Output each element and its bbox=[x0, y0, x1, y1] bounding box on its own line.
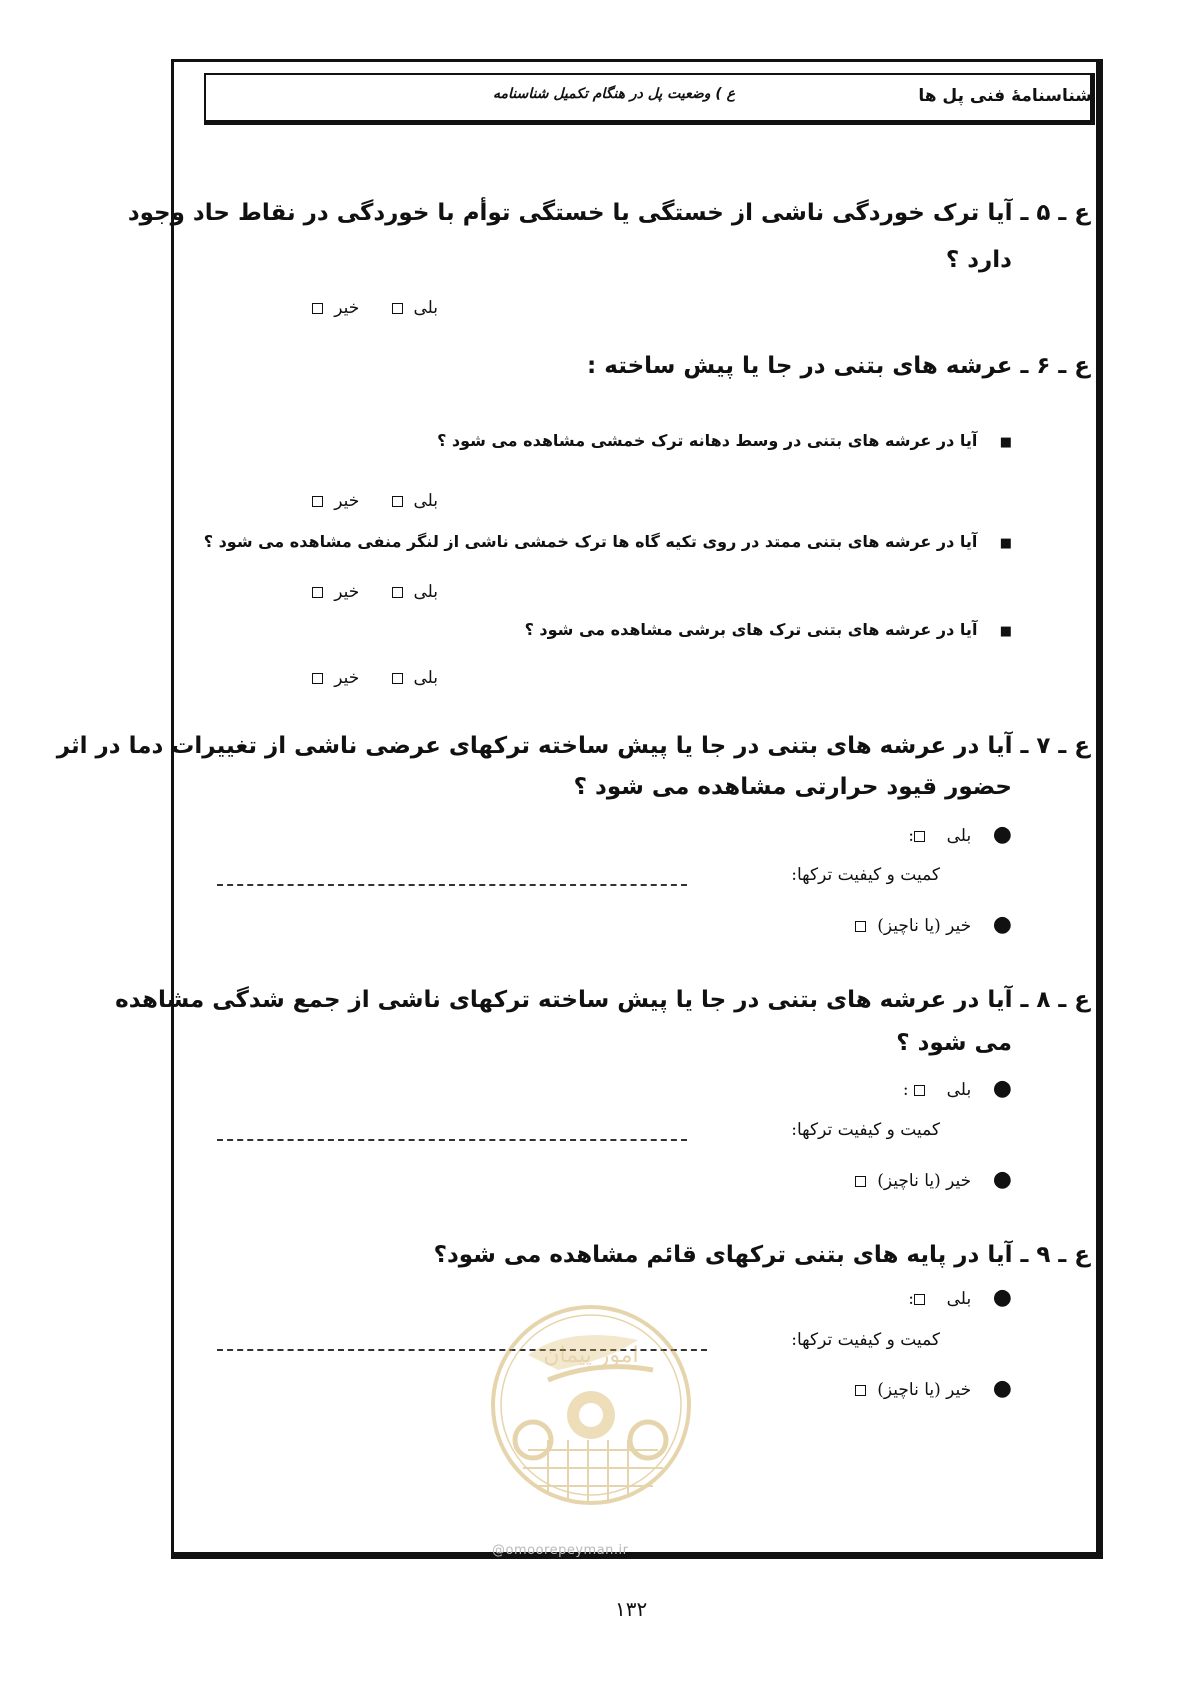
question-9-yes-row: ● بلی : bbox=[908, 1285, 1012, 1310]
question-6-title: ع ـ ۶ ـ عرشه های بتنی در جا یا پیش ساخته : bbox=[587, 353, 1090, 379]
yes-label: بلی bbox=[946, 1289, 972, 1309]
round-bullet-icon: ● bbox=[992, 912, 1012, 937]
question-7-quantity-label: کمیت و کیفیت ترکها: bbox=[791, 865, 940, 885]
yes-checkbox[interactable] bbox=[392, 303, 403, 314]
round-bullet-icon: ● bbox=[992, 822, 1012, 847]
question-7-line-1: ع ـ ۷ ـ آیا در عرشه های بتنی در جا یا پیش ساخته ترکهای عرضی ناشی از تغییرات دما در اثر bbox=[56, 733, 1090, 759]
question-6-item-2-options bbox=[312, 582, 438, 602]
question-8-yes-row: ● بلی : bbox=[902, 1076, 1012, 1101]
question-5-options bbox=[312, 298, 438, 318]
round-bullet-icon: ● bbox=[992, 1167, 1012, 1192]
no-checkbox[interactable] bbox=[855, 1176, 866, 1187]
question-7-answer-line[interactable] bbox=[217, 884, 687, 886]
question-6-item-1-options bbox=[312, 491, 438, 511]
question-5-line-1: ع ـ ۵ ـ آیا ترک خوردگی ناشی از خستگی یا خستگی توأم با خوردگی در نقاط حاد وجود bbox=[127, 200, 1090, 226]
yes-checkbox[interactable] bbox=[914, 831, 925, 842]
question-6-item-3 bbox=[525, 620, 1012, 639]
round-bullet-icon: ● bbox=[992, 1376, 1012, 1401]
question-6-item-1-text: آیا در عرشه های بتنی در وسط دهانه ترک خمشی مشاهده می شود ؟ bbox=[437, 431, 978, 450]
watermark-logo bbox=[488, 1300, 694, 1510]
no-checkbox[interactable] bbox=[312, 303, 323, 314]
question-8-line-2: می شود ؟ bbox=[896, 1030, 1012, 1056]
page-number: ۱۳۲ bbox=[615, 1597, 648, 1621]
watermark-label: @omoorepeyman.ir bbox=[492, 1543, 629, 1558]
question-6-item-3-options bbox=[312, 668, 438, 688]
yes-checkbox[interactable] bbox=[914, 1085, 925, 1096]
question-6-item-3-text: آیا در عرشه های بتنی ترک های برشی مشاهده می شود ؟ bbox=[524, 620, 978, 639]
yes-label: بلی bbox=[413, 491, 438, 511]
document-title: شناسنامۀ فنی پل ها bbox=[918, 86, 1092, 106]
no-checkbox[interactable] bbox=[855, 1385, 866, 1396]
question-6-item-1 bbox=[437, 431, 1012, 450]
no-checkbox[interactable] bbox=[312, 496, 323, 507]
no-label: خیر bbox=[334, 298, 360, 318]
yes-checkbox[interactable] bbox=[392, 496, 403, 507]
yes-checkbox[interactable] bbox=[392, 673, 403, 684]
question-5-line-2: دارد ؟ bbox=[945, 247, 1012, 273]
question-8-quantity-label: کمیت و کیفیت ترکها: bbox=[791, 1120, 940, 1140]
question-9-no-row bbox=[855, 1376, 1012, 1401]
no-negligible-label: خیر (یا ناچیز) bbox=[877, 1380, 972, 1400]
yes-label: بلی bbox=[413, 582, 438, 602]
no-label: خیر bbox=[334, 582, 360, 602]
no-checkbox[interactable] bbox=[855, 921, 866, 932]
square-bullet-icon: ■ bbox=[999, 435, 1012, 450]
yes-checkbox[interactable] bbox=[914, 1294, 925, 1305]
question-9-line-1: ع ـ ۹ ـ آیا در پایه های بتنی ترکهای قائم مشاهده می شود؟ bbox=[433, 1242, 1090, 1268]
square-bullet-icon: ■ bbox=[999, 624, 1012, 639]
yes-label: بلی bbox=[413, 298, 438, 318]
watermark-logo-text: امور پیمان bbox=[543, 1343, 639, 1368]
round-bullet-icon: ● bbox=[992, 1285, 1012, 1310]
question-6-item-2-text: آیا در عرشه های بتنی ممتد در روی تکیه گاه ها ترک خمشی ناشی از لنگر منفی مشاهده می شود ؟ bbox=[203, 532, 978, 551]
question-8-answer-line[interactable] bbox=[217, 1139, 687, 1141]
no-checkbox[interactable] bbox=[312, 673, 323, 684]
question-8-line-1: ع ـ ۸ ـ آیا در عرشه های بتنی در جا یا پیش ساخته ترکهای ناشی از جمع شدگی مشاهده bbox=[115, 987, 1090, 1013]
yes-label: بلی bbox=[946, 826, 972, 846]
no-checkbox[interactable] bbox=[312, 587, 323, 598]
no-label: خیر bbox=[334, 491, 360, 511]
question-9-quantity-label: کمیت و کیفیت ترکها: bbox=[791, 1330, 940, 1350]
yes-label: بلی bbox=[946, 1080, 972, 1100]
question-8-no-row bbox=[855, 1167, 1012, 1192]
yes-checkbox[interactable] bbox=[392, 587, 403, 598]
round-bullet-icon: ● bbox=[992, 1076, 1012, 1101]
question-7-line-2: حضور قیود حرارتی مشاهده می شود ؟ bbox=[573, 774, 1012, 800]
question-7-yes-row: ● بلی : bbox=[908, 822, 1012, 847]
no-negligible-label: خیر (یا ناچیز) bbox=[877, 916, 972, 936]
section-title: ع ) وضعیت پل در هنگام تکمیل شناسنامه bbox=[493, 86, 736, 102]
no-label: خیر bbox=[334, 668, 360, 688]
question-7-no-row bbox=[855, 912, 1012, 937]
square-bullet-icon: ■ bbox=[999, 536, 1012, 551]
yes-label: بلی bbox=[413, 668, 438, 688]
no-negligible-label: خیر (یا ناچیز) bbox=[877, 1171, 972, 1191]
question-6-item-2 bbox=[204, 532, 1012, 551]
